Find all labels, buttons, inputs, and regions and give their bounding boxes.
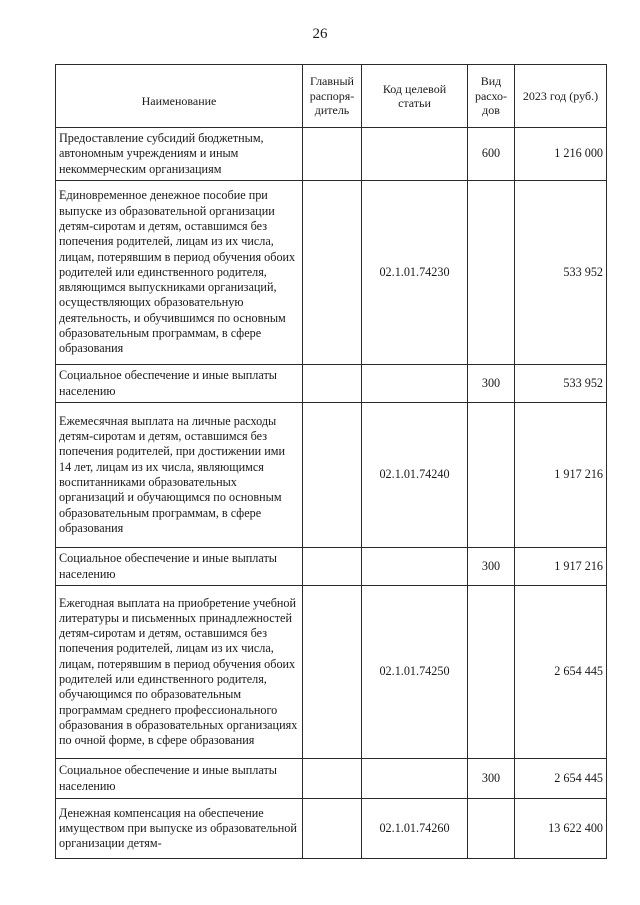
row-amount: 533 952 <box>515 181 607 365</box>
row-kind: 600 <box>468 128 515 181</box>
row-name: Ежегодная выплата на приобретение учебной литературы и письменных принадлежностей детям-сиротам и детям, оставшимся без попечения родителей, лицам из их числа, лицам, потерявшим в период обучения обоих родителей или единственного родителя, обучающимся по образовательным программам среднего профессионального образования в образовательных организациях по очной форме, в сфере образования <box>56 586 303 759</box>
row-kind <box>468 586 515 759</box>
row-owner <box>303 759 362 799</box>
table-row <box>56 181 607 365</box>
row-amount: 13 622 400 <box>515 799 607 859</box>
header-code: Код целевой статьи <box>362 65 468 128</box>
row-amount: 2 654 445 <box>515 759 607 799</box>
table-row <box>56 128 607 181</box>
row-name: Социальное обеспечение и иные выплаты населению <box>56 548 303 586</box>
row-owner <box>303 548 362 586</box>
page-number: 26 <box>312 26 328 42</box>
row-amount: 533 952 <box>515 365 607 403</box>
row-code <box>362 128 468 181</box>
row-name: Социальное обеспечение и иные выплаты населению <box>56 759 303 799</box>
row-owner <box>303 799 362 859</box>
header-kind: Вид расхо-дов <box>468 65 515 128</box>
row-code <box>362 365 468 403</box>
row-kind <box>468 181 515 365</box>
row-code: 02.1.01.74250 <box>362 586 468 759</box>
header-amount: 2023 год (руб.) <box>515 65 607 128</box>
row-code: 02.1.01.74260 <box>362 799 468 859</box>
table-row <box>56 759 607 799</box>
table-header-row <box>56 65 607 128</box>
budget-table <box>55 64 607 859</box>
row-amount: 1 917 216 <box>515 403 607 548</box>
row-kind: 300 <box>468 548 515 586</box>
row-owner <box>303 181 362 365</box>
row-amount: 2 654 445 <box>515 586 607 759</box>
row-name: Социальное обеспечение и иные выплаты населению <box>56 365 303 403</box>
row-kind: 300 <box>468 365 515 403</box>
table-row <box>56 548 607 586</box>
row-code <box>362 548 468 586</box>
row-code <box>362 759 468 799</box>
row-code: 02.1.01.74240 <box>362 403 468 548</box>
row-kind <box>468 799 515 859</box>
row-owner <box>303 128 362 181</box>
row-code: 02.1.01.74230 <box>362 181 468 365</box>
row-amount: 1 216 000 <box>515 128 607 181</box>
row-kind: 300 <box>468 759 515 799</box>
header-name: Наименование <box>56 65 303 128</box>
row-owner <box>303 403 362 548</box>
row-owner <box>303 365 362 403</box>
table-row <box>56 365 607 403</box>
row-amount: 1 917 216 <box>515 548 607 586</box>
row-kind <box>468 403 515 548</box>
table-row <box>56 403 607 548</box>
table-row <box>56 799 607 859</box>
row-name: Денежная компенсация на обеспечение имуществом при выпуске из образовательной организации детям- <box>56 799 303 859</box>
table-row <box>56 586 607 759</box>
header-owner: Главный распоря-дитель <box>303 65 362 128</box>
row-name: Единовременное денежное пособие при выпуске из образовательной организации детям-сиротам и детям, оставшимся без попечения родителей, лицам из их числа, лицам, потерявшим в период обучения обоих родителей или единственного родителя, являющимся выпускниками организаций, осуществляющих образовательную деятельность, и обучившимся по основным образовательным программам, в сфере образования <box>56 181 303 365</box>
row-name: Предоставление субсидий бюджетным, автономным учреждениям и иным некоммерческим организациям <box>56 128 303 181</box>
row-owner <box>303 586 362 759</box>
row-name: Ежемесячная выплата на личные расходы детям-сиротам и детям, оставшимся без попечения родителей, при достижении ими 14 лет, лицам из их числа, являющимся воспитанниками образовательных организаций и обучающимся по основным образовательным программам, в сфере образования <box>56 403 303 548</box>
